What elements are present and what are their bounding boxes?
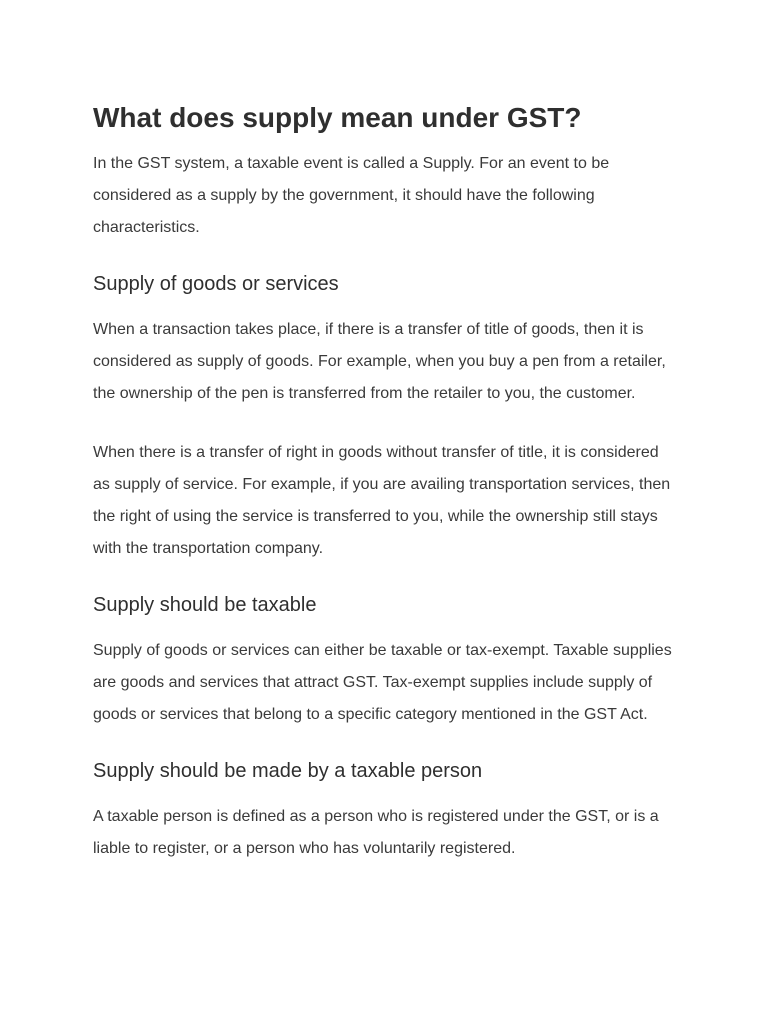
section-heading-supply-of-goods-or-services: Supply of goods or services: [93, 273, 339, 295]
section-paragraph: When a transaction takes place, if there is a transfer of title of goods, then it is considered as supply of goods. For example, when you buy a pen from a retailer, the ownership of the pen is transferred from the retailer to you, the customer.: [93, 321, 666, 402]
section-heading-supply-should-be-taxable: Supply should be taxable: [93, 594, 317, 616]
intro-paragraph: In the GST system, a taxable event is called a Supply. For an event to be considered as a supply by the government, it should have the following characteristics.: [93, 155, 610, 236]
section-paragraph: Supply of goods or services can either be taxable or tax-exempt. Taxable supplies are goods and services that attract GST. Tax-exempt supplies include supply of goods or services that belong to a specific category mentioned in the GST Act.: [93, 642, 672, 723]
section-paragraph: When there is a transfer of right in goods without transfer of title, it is considered as supply of service. For example, if you are availing transportation services, then the right of using the service is transferred to you, while the ownership still stays with the transportation company.: [93, 444, 671, 557]
section-heading-taxable-person: Supply should be made by a taxable person: [93, 760, 483, 782]
section-paragraph: A taxable person is defined as a person who is registered under the GST, or is a liable to register, or a person who has voluntarily registered.: [93, 808, 659, 857]
page-title: What does supply mean under GST?: [93, 102, 582, 133]
